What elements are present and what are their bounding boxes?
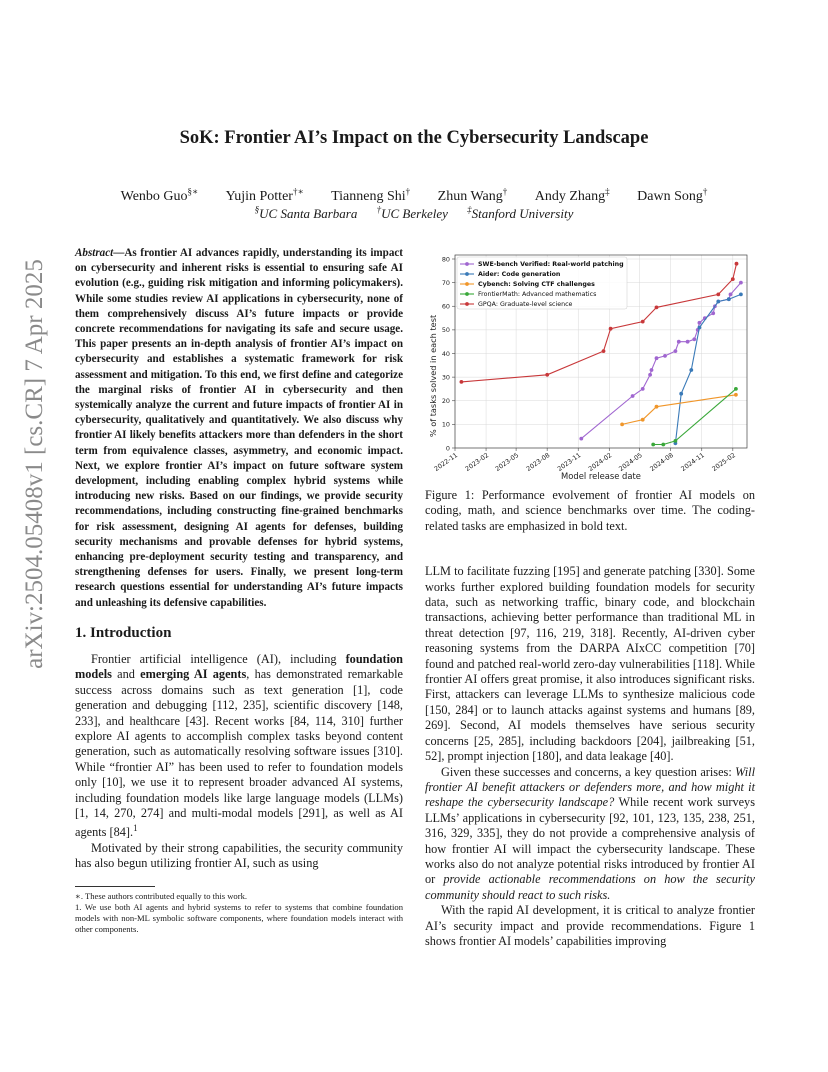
author: Tianneng Shi† [331, 186, 411, 204]
figure-1-chart [425, 250, 755, 484]
abstract: Abstract—As frontier AI advances rapidly, understanding its impact on cybersecurity and inherent risks is essential to ensuring safe AI evolution (e.g., guiding risk mitigation and informing policymakers). While some studies review AI applications in cybersecurity, none of them comprehensively discuss AI’s future impacts or provide concrete recommendations for navigating its safe and secure usage. This paper presents an in-depth analysis of frontier AI’s impact on cybersecurity and establishes a systematic framework for risk assessment and mitigation. To this end, we first define and categorize the marginal risks of frontier AI in cybersecurity and then systemically analyze the current and future impacts of frontier AI in cybersecurity, qualitatively and quantitatively. We also discuss why frontier AI likely benefits attackers more than defenders in the short term from equivalence classes, asymmetry, and economic impact. Next, we explore frontier AI’s impact on future software system development, including enabling complex hybrid systems while introducing new risks. Based on our findings, we provide security recommendations, including constructing fine-grained benchmarks for risk assessment, designing AI agents for defenses, building security mechanisms and provable defenses for hybrid systems, enhancing pre-deployment security testing and transparency, and strengthening defenses for users. Finally, we present long-term research questions essential for understanding AI’s future impacts and unleashing its defensive capabilities. [75, 247, 403, 609]
data-point [689, 368, 693, 372]
legend-label: Aider: Code generation [478, 271, 561, 279]
author-list [0, 186, 828, 205]
right-paragraph-2: Given these successes and concerns, a key question arises: Will frontier AI benefit attackers or defenders more, and how might it reshape the cybersecurity landscape? While recent work surveys LLMs’ applications in cybersecurity [92, 101, 123, 135, 238, 251, 316, 329, 335], they do not provide a comprehensive analysis of how frontier AI will impact the cybersecurity landscape. These works also do not analyze potential risks introduced by frontier AI or provide actionable recommendations on how the security community should react to such risks. [425, 764, 755, 902]
y-tick-label: 40 [441, 349, 450, 358]
right-paragraph-3: With the rapid AI development, it is critical to analyze frontier AI’s security impact and provide recommendations. Figure 1 shows frontier AI models’ capabilities improving [425, 903, 755, 948]
x-tick-label: 2025-02 [710, 451, 737, 473]
affiliation: †UC Berkeley [376, 205, 448, 222]
data-point [641, 320, 645, 324]
data-point [661, 443, 665, 447]
line-chart [425, 250, 755, 484]
intro-paragraph-2: Motivated by their strong capabilities, the security community has also begun utilizing frontier AI, such as using [75, 840, 403, 871]
right-paragraph-1: LLM to facilitate fuzzing [195] and generate patching [330]. Some works further explored building foundation models for security data, such as networking traffic, binary code, and blockchain transactions, achieving better performance than traditional ML in threat detection [97, 116, 219, 318]. Recently, AI-driven cyber reasoning systems from the DARPA AIxCC competition [70] found and patched real-world zero-day vulnerabilities [118]. While frontier AI offers great promise, it also introduces significant risks. First, attackers can leverage LLMs to synthesize malicious code [150, 284] or to launch attacks against systems and humans [89, 269]. Second, AI models themselves have serious security concerns [25, 285], including backdoors [204], jailbreaking [51, 52], prompt injection [180], and data leakage [40]. [425, 564, 755, 764]
footnote-equal-contribution: ∗. These authors contributed equally to this work. [75, 890, 248, 901]
arxiv-identifier: arXiv:2504.05408v1 [cs.CR] 7 Apr 2025 [21, 259, 48, 669]
data-point [692, 337, 696, 341]
data-point [727, 297, 731, 301]
data-point [731, 277, 735, 281]
left-column [75, 246, 403, 935]
x-tick-label: 2023-08 [524, 451, 552, 473]
figure-caption: Figure 1: Performance evolvement of frontier AI models on coding, math, and science benchmarks over time. The coding-related tasks are emphasized in bold text. [425, 488, 755, 533]
data-point [674, 349, 678, 353]
data-point [716, 293, 720, 297]
data-point [651, 443, 655, 447]
data-point [711, 311, 715, 315]
data-point [655, 306, 659, 310]
legend-label: GPQA: Graduate-level science [478, 301, 573, 309]
data-point [602, 349, 606, 353]
data-point [735, 262, 739, 266]
x-tick-label: 2022-11 [432, 451, 460, 473]
y-axis-label: % of tasks solved in each test [428, 314, 438, 438]
data-point [631, 394, 635, 398]
data-point [650, 368, 654, 372]
x-tick-label: 2023-02 [463, 451, 491, 473]
data-point [674, 439, 678, 443]
x-tick-label: 2024-08 [648, 451, 675, 473]
y-tick-label: 10 [441, 420, 450, 429]
intro-paragraph-1: Frontier artificial intelligence (AI), including foundation models and emerging AI agents, has demonstrated remarkable success across domains such as text generation [1], code generation and debugging [112, 235], scientific discovery [148, 233], and healthcare [43]. Recent works [84, 114, 310] further explore AI agents to accomplish complex tasks beyond content generation, such as automatically resolving software issues [310]. While “frontier AI” has been used to refer to foundation models only [10], we use it to represent broader advanced AI systems, including foundation models like large language models (LLMs) [1, 14, 270, 274] and multi-modal models [291], as well as AI agents [84].$^1$ [75, 651, 403, 840]
x-tick-label: 2024-05 [617, 451, 644, 473]
x-tick-label: 2024-11 [679, 451, 706, 473]
data-point [655, 356, 659, 360]
legend-marker [465, 282, 469, 286]
affiliation: ‡Stanford University [467, 205, 574, 222]
author: Yujin Potter†∗ [225, 186, 304, 204]
y-tick-label: 80 [441, 255, 450, 264]
data-point [698, 321, 702, 325]
right-column [425, 250, 755, 949]
x-tick-label: 2023-11 [555, 451, 583, 473]
data-point [734, 387, 738, 391]
legend-marker [465, 292, 469, 296]
data-point [698, 326, 702, 330]
y-tick-label: 0 [445, 444, 450, 453]
data-point [739, 281, 743, 285]
footnote-1: 1. We use both AI agents and hybrid systems to refer to systems that combine foundation models with non-ML symbolic software components, where foundation models interact with other components. [75, 901, 403, 934]
data-point [679, 392, 683, 396]
paper-title: SoK: Frontier AI’s Impact on the Cybersecurity Landscape [179, 128, 649, 148]
data-point [729, 293, 733, 297]
footnote-divider [75, 886, 155, 887]
legend-marker [465, 302, 469, 306]
data-point [648, 373, 652, 377]
data-point [739, 293, 743, 297]
legend-label: FrontierMath: Advanced mathematics [478, 291, 597, 299]
y-tick-label: 20 [441, 397, 450, 406]
x-tick-label: 2024-02 [586, 451, 614, 473]
data-point [677, 340, 681, 344]
data-point [460, 380, 464, 384]
affiliation-list [0, 205, 828, 222]
author: Wenbo Guo§∗ [120, 186, 199, 204]
data-point [686, 340, 690, 344]
x-tick-label: 2023-05 [493, 451, 521, 473]
data-point [579, 437, 583, 441]
author: Dawn Song† [637, 186, 708, 204]
legend-label: SWE-bench Verified: Real-world patching [478, 261, 624, 269]
affiliation: §UC Santa Barbara [254, 205, 358, 222]
section-heading-introduction: 1. Introduction [75, 624, 172, 641]
data-point [663, 354, 667, 358]
y-tick-label: 50 [441, 326, 450, 335]
legend-marker [465, 272, 469, 276]
data-point [716, 300, 720, 304]
y-tick-label: 30 [441, 373, 450, 382]
data-point [641, 387, 645, 391]
legend-label: Cybench: Solving CTF challenges [478, 281, 595, 289]
data-point [609, 327, 613, 331]
data-point [655, 405, 659, 409]
data-point [545, 373, 549, 377]
legend-marker [465, 262, 469, 266]
author: Andy Zhang‡ [534, 186, 610, 204]
author: Zhun Wang† [437, 186, 508, 204]
series-line [653, 389, 736, 445]
x-axis-label: Model release date [561, 471, 641, 481]
y-tick-label: 70 [441, 278, 450, 287]
data-point [734, 393, 738, 397]
data-point [641, 418, 645, 422]
data-point [620, 423, 624, 427]
y-tick-label: 60 [441, 302, 450, 311]
